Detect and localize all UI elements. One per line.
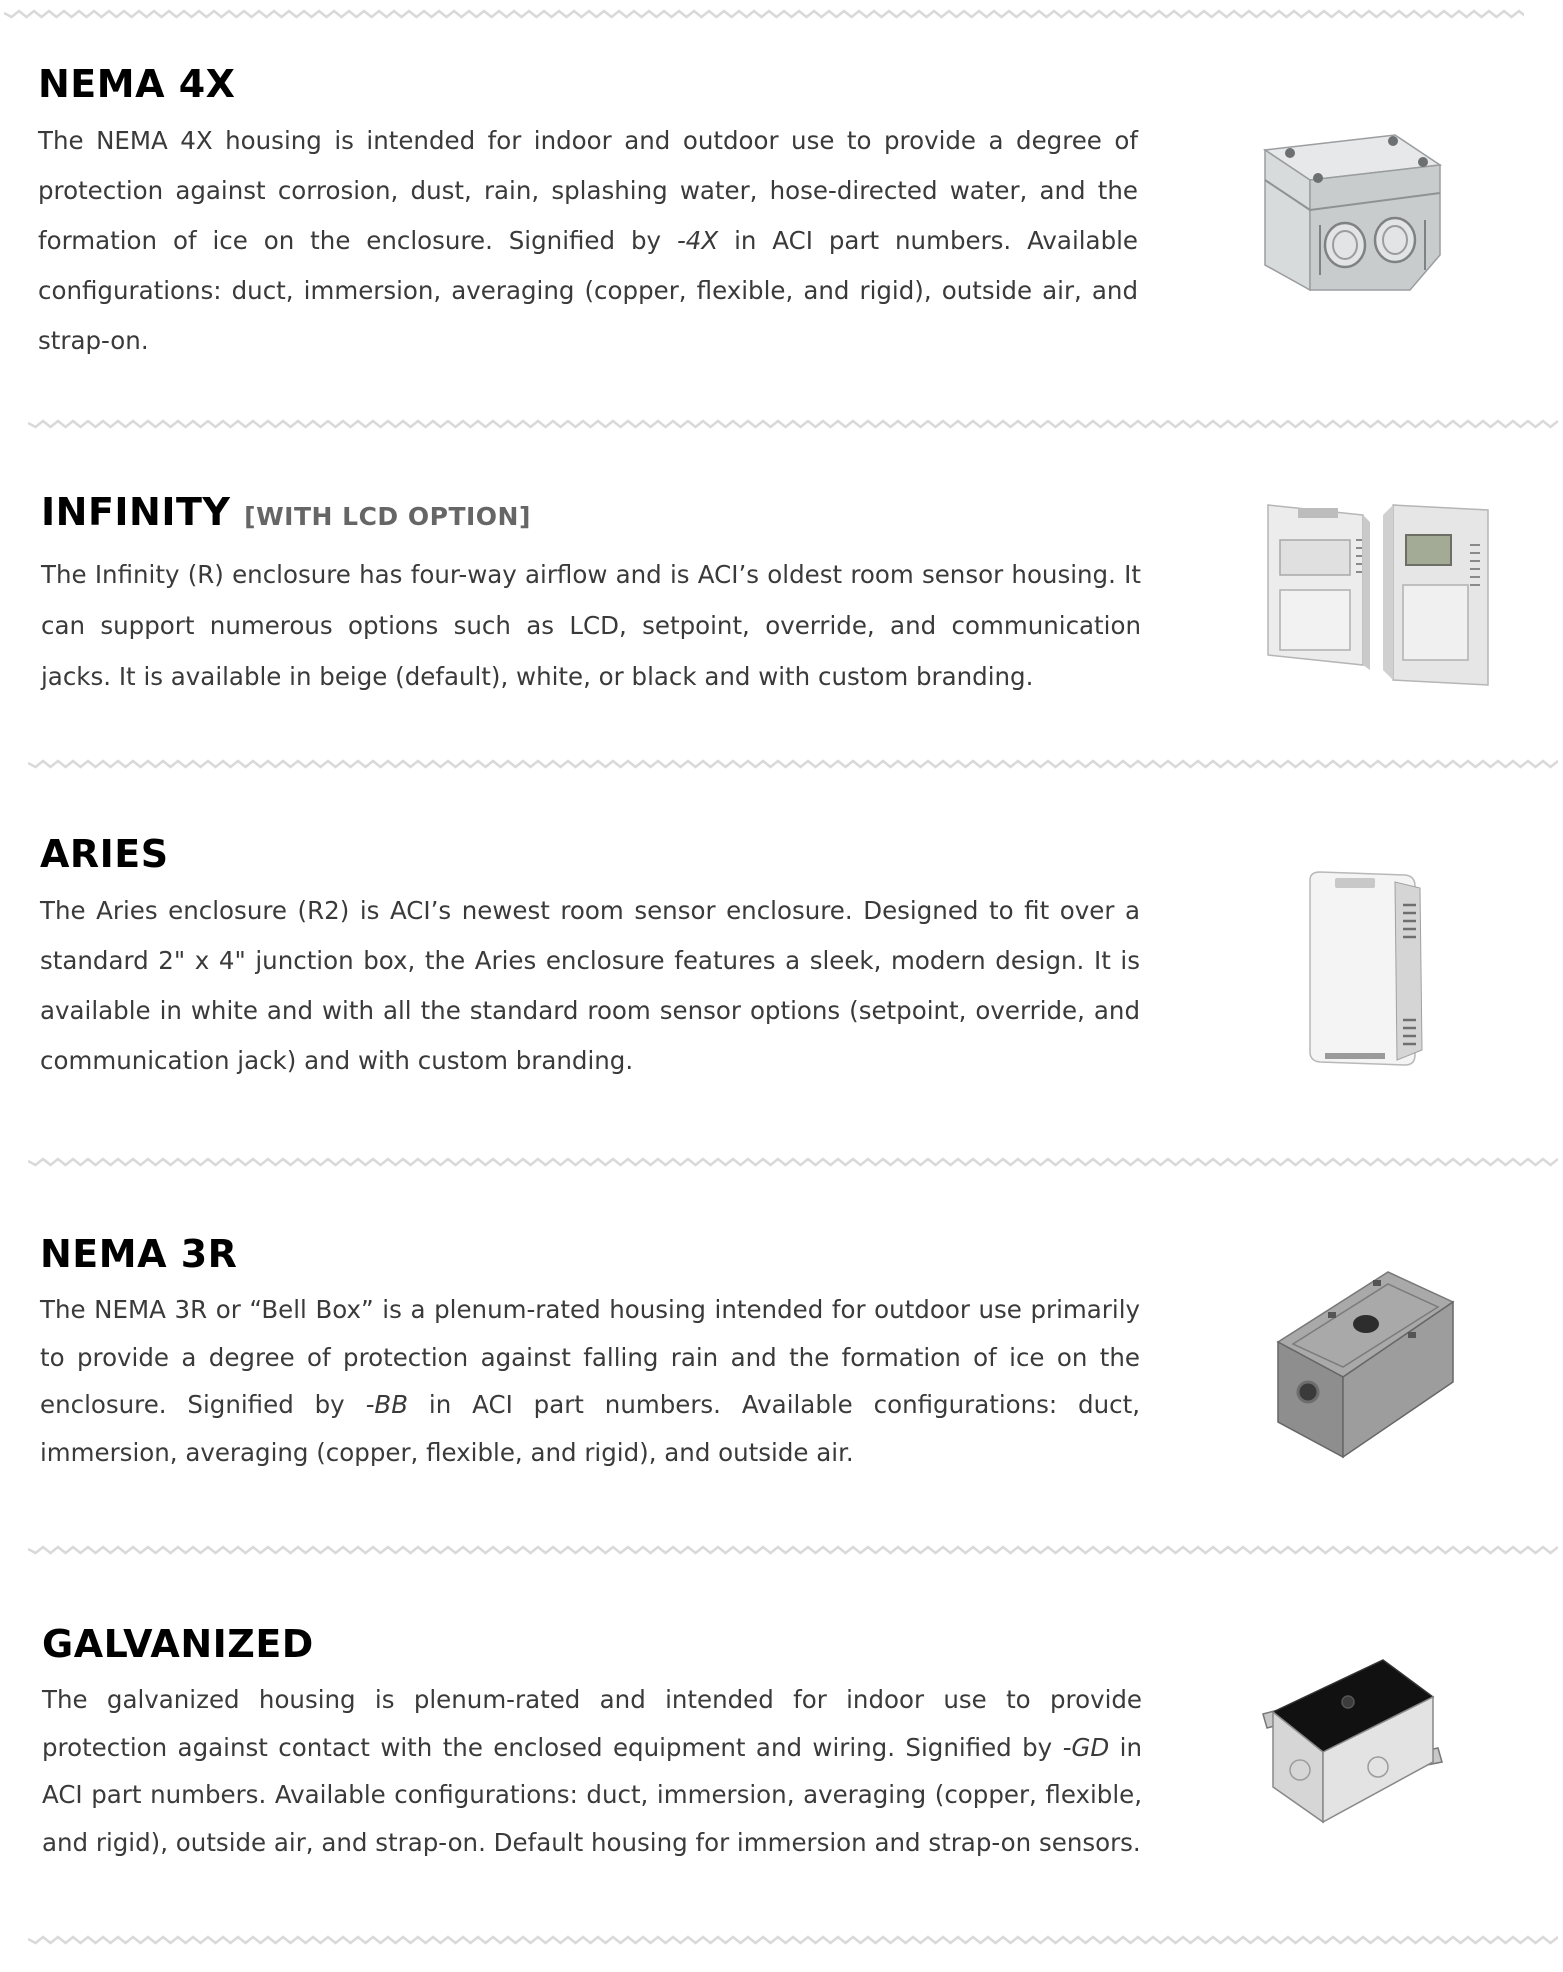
section-galvanized (42, 1622, 1142, 1866)
wavy-divider-4 (28, 1542, 1558, 1556)
wavy-divider-2 (28, 756, 1558, 770)
galvanized-enclosure-image (1258, 1652, 1448, 1832)
section-description: The Infinity (R) enclosure has four-way airflow and is ACI’s oldest room sensor housing. It can support numerous options such as LCD, setpoint, override, and communication jacks. It is available in beige (default), white, or black and with custom branding. (41, 560, 1141, 691)
nema-3r-bell-box-image (1268, 1262, 1458, 1462)
section-description: The galvanized housing is plenum-rated and intended for indoor use to provide protection against contact with the enclosed equipment and wiring. Signified by -GD in ACI part numbers. Available configurations: duct, immersion, averaging (copper, flexible, and rigid), outside air, and strap-on. Default housing for immersion and strap-on sensors. (42, 1685, 1142, 1857)
section-description: The Aries enclosure (R2) is ACI’s newest room sensor enclosure. Designed to fit over a standard 2" x 4" junction box, the Aries enclosure features a sleek, modern design. It is available in white and with all the standard room sensor options (setpoint, override, and communication jack) and with custom branding. (40, 896, 1140, 1075)
section-title: NEMA 4X (38, 62, 236, 106)
section-description: The NEMA 4X housing is intended for indoor and outdoor use to provide a degree of protection against corrosion, dust, rain, splashing water, hose-directed water, and the formation of ice on the enclosure. Signified by -4X in ACI part numbers. Available configurations: duct, immersion, averaging (copper, flexible, and rigid), outside air, and strap-on. (38, 126, 1139, 355)
section-subtitle: [WITH LCD OPTION] (244, 502, 531, 531)
section-title: ARIES (40, 832, 169, 876)
wavy-divider-5 (28, 1932, 1558, 1946)
nema-4x-enclosure-image (1245, 105, 1455, 295)
section-nema-4x (38, 62, 1138, 366)
aries-enclosure-image (1300, 870, 1430, 1070)
section-nema-3r (40, 1232, 1140, 1476)
section-aries (40, 832, 1140, 1086)
wavy-divider-3 (28, 1154, 1558, 1168)
section-title: GALVANIZED (42, 1622, 314, 1666)
section-title: NEMA 3R (40, 1232, 238, 1276)
infinity-enclosure-image (1258, 500, 1508, 700)
wavy-divider-1 (28, 416, 1558, 430)
section-infinity (41, 490, 1141, 702)
section-title: INFINITY [WITH LCD OPTION] (41, 490, 531, 534)
wavy-divider-top (4, 6, 1524, 20)
section-description: The NEMA 3R or “Bell Box” is a plenum-rated housing intended for outdoor use primarily to provide a degree of protection against falling rain and the formation of ice on the enclosure. Signified by -BB in ACI part numbers. Available configurations: duct, immersion, averaging (copper, flexible, and rigid), and outside air. (40, 1295, 1140, 1467)
